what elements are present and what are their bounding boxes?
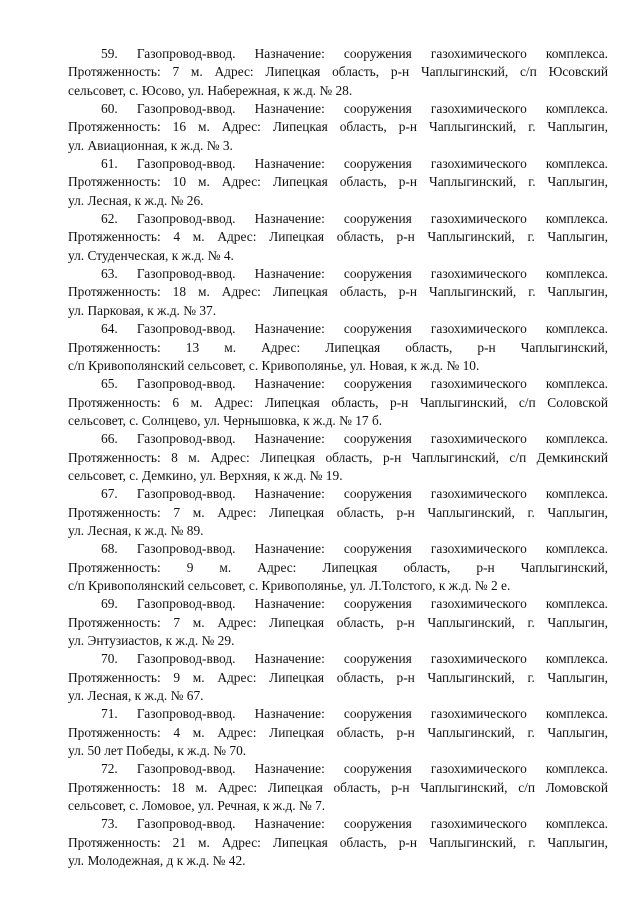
entry-line: ул. 50 лет Победы, к ж.д. № 70. [68,743,247,759]
entry-61 [68,155,608,210]
entry-line: 63. Газопровод-ввод. Назначение: сооружения газохимического комплекса. [101,266,608,282]
entry-line: 60. Газопровод-ввод. Назначение: сооружения газохимического комплекса. [101,101,608,117]
entry-line: ул. Студенческая, к ж.д. № 4. [68,247,234,263]
entry-65 [68,375,608,430]
entry-line: ул. Лесная, к ж.д. № 67. [68,688,204,704]
entry-line: ул. Лесная, к ж.д. № 26. [68,192,204,208]
entry-60 [68,100,608,155]
entry-line: ул. Лесная, к ж.д. № 89. [68,522,204,538]
entry-line: с/п Кривополянский сельсовет, с. Кривополянье, ул. Л.Толстого, к ж.д. № 2 е. [68,577,511,593]
entry-line: ул. Авиационная, к ж.д. № 3. [68,137,233,153]
entry-line: сельсовет, с. Ломовое, ул. Речная, к ж.д. № 7. [68,798,326,814]
entry-line: 66. Газопровод-ввод. Назначение: сооружения газохимического комплекса. [101,431,608,447]
entry-line: Протяженность: 4 м. Адрес: Липецкая область, р-н Чаплыгинский, г. Чаплыгин, [68,229,608,245]
entry-line: 71. Газопровод-ввод. Назначение: сооружения газохимического комплекса. [101,706,608,722]
entry-line: 64. Газопровод-ввод. Назначение: сооружения газохимического комплекса. [101,321,608,337]
entry-68 [68,540,608,595]
entry-line: Протяженность: 18 м. Адрес: Липецкая область, р-н Чаплыгинский, с/п Ломовской [68,779,608,795]
entry-line: Протяженность: 21 м. Адрес: Липецкая область, р-н Чаплыгинский, г. Чаплыгин, [68,834,608,850]
entry-62 [68,210,608,265]
entry-line: Протяженность: 7 м. Адрес: Липецкая область, р-н Чаплыгинский, г. Чаплыгин, [68,504,608,520]
entry-72 [68,760,608,815]
entry-69 [68,595,608,650]
entry-line: Протяженность: 9 м. Адрес: Липецкая область, р-н Чаплыгинский, [68,559,608,575]
document-page [68,45,608,870]
entry-59 [68,45,608,100]
entry-line: с/п Кривополянский сельсовет, с. Кривополянье, ул. Новая, к ж.д. № 10. [68,357,480,373]
entry-line: Протяженность: 7 м. Адрес: Липецкая область, р-н Чаплыгинский, г. Чаплыгин, [68,614,608,630]
entry-line: сельсовет, с. Солнцево, ул. Чернышовка, к ж.д. № 17 б. [68,412,383,428]
entry-line: 67. Газопровод-ввод. Назначение: сооружения газохимического комплекса. [101,486,608,502]
entry-line: 62. Газопровод-ввод. Назначение: сооружения газохимического комплекса. [101,211,608,227]
entry-line: Протяженность: 13 м. Адрес: Липецкая область, р-н Чаплыгинский, [68,339,608,355]
entry-67 [68,485,608,540]
entry-line: 65. Газопровод-ввод. Назначение: сооружения газохимического комплекса. [101,376,608,392]
entry-line: Протяженность: 4 м. Адрес: Липецкая область, р-н Чаплыгинский, г. Чаплыгин, [68,724,608,740]
entry-line: 59. Газопровод-ввод. Назначение: сооружения газохимического комплекса. [101,46,608,61]
entry-71 [68,705,608,760]
entry-line: 70. Газопровод-ввод. Назначение: сооружения газохимического комплекса. [101,651,608,667]
entry-line: ул. Энтузиастов, к ж.д. № 29. [68,633,235,648]
entry-line: Протяженность: 6 м. Адрес: Липецкая область, р-н Чаплыгинский, с/п Соловской [68,394,608,410]
entry-73 [68,815,608,870]
entry-line: Протяженность: 7 м. Адрес: Липецкая область, р-н Чаплыгинский, с/п Юсовский [68,64,608,80]
entry-64 [68,320,608,375]
entry-line: Протяженность: 18 м. Адрес: Липецкая область, р-н Чаплыгинский, г. Чаплыгин, [68,284,608,300]
entry-70 [68,650,608,705]
entry-line: Протяженность: 9 м. Адрес: Липецкая область, р-н Чаплыгинский, г. Чаплыгин, [68,669,608,685]
entry-line: Протяженность: 8 м. Адрес: Липецкая область, р-н Чаплыгинский, с/п Демкинский [68,449,608,465]
entry-line: 73. Газопровод-ввод. Назначение: сооружения газохимического комплекса. [101,816,608,832]
entry-line: сельсовет, с. Юсово, ул. Набережная, к ж.д. № 28. [68,82,353,98]
entry-66 [68,430,608,485]
entry-line: 72. Газопровод-ввод. Назначение: сооружения газохимического комплекса. [101,761,608,777]
entry-line: ул. Парковая, к ж.д. № 37. [68,302,217,318]
entry-line: ул. Молодежная, д к ж.д. № 42. [68,853,246,869]
entry-line: 69. Газопровод-ввод. Назначение: сооружения газохимического комплекса. [101,596,608,612]
entry-line: Протяженность: 10 м. Адрес: Липецкая область, р-н Чаплыгинский, г. Чаплыгин, [68,174,608,190]
entry-63 [68,265,608,320]
entry-line: сельсовет, с. Демкино, ул. Верхняя, к ж.д. № 19. [68,467,343,483]
entry-line: 68. Газопровод-ввод. Назначение: сооружения газохимического комплекса. [101,541,608,557]
entry-line: 61. Газопровод-ввод. Назначение: сооружения газохимического комплекса. [101,156,608,172]
entry-line: Протяженность: 16 м. Адрес: Липецкая область, р-н Чаплыгинский, г. Чаплыгин, [68,119,608,135]
